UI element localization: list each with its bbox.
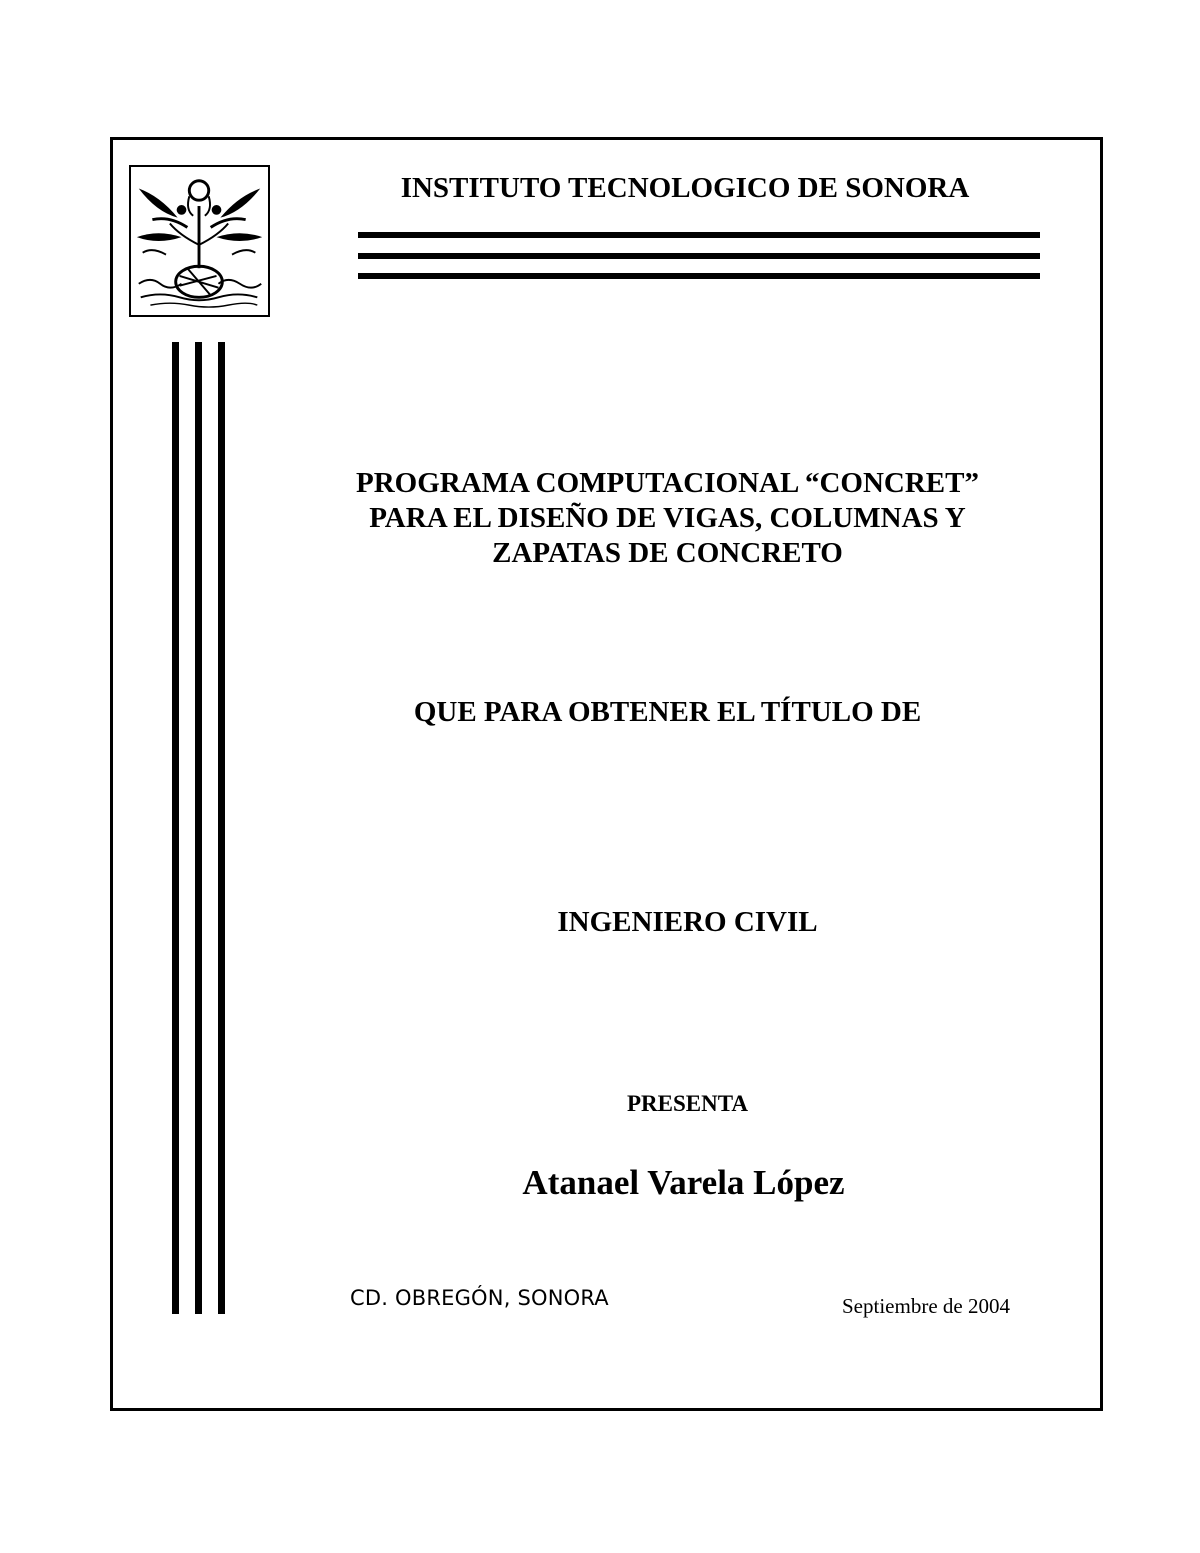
side-rule-1 (172, 342, 179, 1314)
side-rule-2 (195, 342, 202, 1314)
degree-name: INGENIERO CIVIL (557, 906, 818, 938)
header-rule-2 (358, 253, 1040, 259)
city-location: CD. OBREGÓN, SONORA (350, 1286, 609, 1310)
header-rule-3 (358, 273, 1040, 279)
thesis-title-line: PARA EL DISEÑO DE VIGAS, COLUMNAS Y (369, 502, 966, 534)
side-rule-3 (218, 342, 225, 1314)
thesis-title (290, 466, 1045, 571)
page-frame (110, 137, 1103, 1411)
itson-plant-emblem-icon (131, 167, 268, 315)
degree-intro: QUE PARA OBTENER EL TÍTULO DE (413, 696, 922, 728)
submission-date: Septiembre de 2004 (842, 1294, 1010, 1318)
institution-logo (129, 165, 270, 317)
presents-label: PRESENTA (627, 1091, 748, 1116)
author-name: Atanael Varela López (522, 1163, 845, 1202)
institution-name: INSTITUTO TECNOLOGICO DE SONORA (400, 172, 970, 204)
thesis-title-line: PROGRAMA COMPUTACIONAL “CONCRET” (356, 467, 979, 499)
header-rule-1 (358, 232, 1040, 238)
thesis-title-line: ZAPATAS DE CONCRETO (492, 537, 843, 569)
